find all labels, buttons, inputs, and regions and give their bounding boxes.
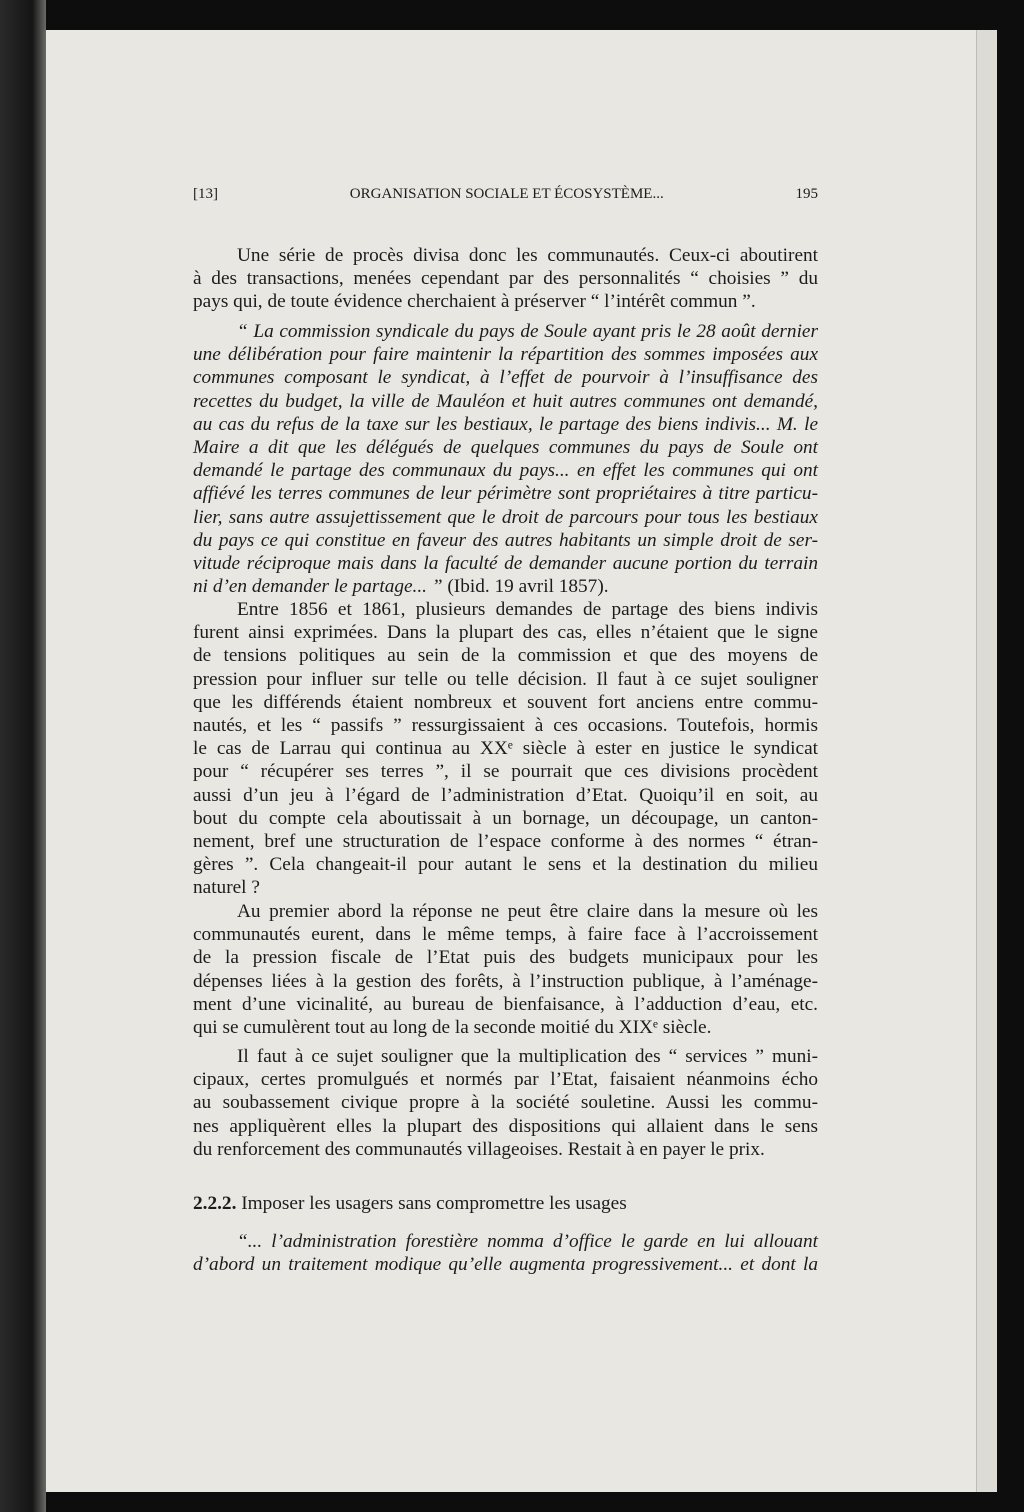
text-line: demandé le partage des communaux du pays... en effet les communes qui ont: [193, 460, 818, 482]
text-line: “... l’administration forestière nomma d’office le garde en lui allouant: [237, 1231, 818, 1252]
quote-1-last-line: ni d’en demander le partage... ”: [193, 576, 443, 597]
paragraph-1: [193, 244, 818, 314]
text-line: au cas du refus de la taxe sur les bestiaux, le partage des biens indivis... M. le: [193, 413, 818, 435]
text-line: recettes du budget, la ville de Mauléon et huit autres communes ont demandé,: [193, 390, 818, 412]
text-line: affiévé les terres communes de leur périmètre sont propriétaires à titre particu-: [193, 483, 818, 505]
text-line: que les différends étaient nombreux et souvent fort anciens entre commu-: [193, 691, 818, 713]
text-line: pour “ récupérer ses terres ”, il se pourrait que ces divisions procèdent: [193, 761, 818, 783]
text-line: Une série de procès divisa donc les communautés. Ceux-ci aboutirent: [237, 245, 818, 266]
quote-1: [193, 320, 818, 575]
text-line: vitude réciproque mais dans la faculté de demander aucune portion du terrain: [193, 553, 818, 575]
running-title: ORGANISATION SOCIALE ET ÉCOSYSTÈME...: [349, 186, 664, 202]
section-ref: [13]: [193, 186, 218, 202]
text-line: communautés eurent, dans le même temps, à faire face à l’accroissement: [193, 924, 818, 946]
text-line: du renforcement des communautés villageoises. Restait à en payer le prix.: [193, 1138, 765, 1160]
section-number: 2.2.2.: [193, 1193, 237, 1214]
text-line: du pays ce qui constitue en faveur des autres habitants un simple droit de ser-: [193, 529, 818, 551]
text-line: pression pour influer sur telle ou telle décision. Il faut à ce sujet souligner: [193, 668, 818, 690]
text-line: lier, sans autre assujettissement que le droit de parcours pour tous les bestiaux: [193, 506, 818, 528]
page-edge: [976, 30, 985, 1492]
text-line: naturel ?: [193, 877, 260, 899]
running-header: [193, 186, 818, 203]
text-line: Maire a dit que les délégués de quelques communes du pays de Soule ont: [193, 437, 818, 459]
text-line: Il faut à ce sujet souligner que la multiplication des “ services ” muni-: [237, 1046, 818, 1067]
quote-1-end: [193, 575, 818, 598]
paragraph-3: [193, 900, 818, 1039]
text-line: ment d’une vicinalité, au bureau de bienfaisance, à l’adduction d’eau, etc.: [193, 993, 818, 1015]
text-line: qui se cumulèrent tout au long de la seconde moitié du XIXᵉ siècle.: [193, 1017, 712, 1039]
section-title: Imposer les usagers sans compromettre les usages: [241, 1193, 627, 1214]
text-line: de tensions politiques au sein de la commission et que des moyens de: [193, 645, 818, 667]
text-line: dépenses liées à la gestion des forêts, à l’instruction publique, à l’aménage-: [193, 970, 818, 992]
text-line: le cas de Larrau qui continua au XXᵉ siècle à ester en justice le syndicat: [193, 738, 818, 760]
text-line: au soubassement civique propre à la société souletine. Aussi les commu-: [193, 1092, 818, 1114]
text-line: Entre 1856 et 1861, plusieurs demandes de partage des biens indivis: [237, 599, 818, 620]
text-line: gères ”. Cela changeait-il pour autant le sens et la destination du milieu: [193, 854, 818, 876]
book-spine: [0, 0, 46, 1512]
text-line: furent ainsi exprimées. Dans la plupart des cas, elles n’étaient que le signe: [193, 622, 818, 644]
text-line: nement, bref une structuration de l’espace conforme à des normes “ étran-: [193, 831, 818, 853]
text-line: une délibération pour faire maintenir la répartition des sommes imposées aux: [193, 344, 818, 366]
text-line: d’abord un traitement modique qu’elle augmenta progressivement... et dont la: [193, 1254, 818, 1276]
text-line: de la pression fiscale de l’Etat puis des budgets municipaux pour les: [193, 947, 818, 969]
text-line: bout du compte cela aboutissait à un bornage, un découpage, un canton-: [193, 807, 818, 829]
section-heading: [193, 1193, 627, 1215]
paragraph-2: [193, 598, 818, 900]
paragraph-4: [193, 1045, 818, 1161]
quote-2: [193, 1230, 818, 1276]
page-number: 195: [795, 186, 818, 202]
text-line: cipaux, certes promulgués et normés par l’Etat, faisaient néanmoins écho: [193, 1069, 818, 1091]
text-line: nautés, et les “ passifs ” ressurgissaient à ces occasions. Toutefois, hormis: [193, 715, 818, 737]
text-line: pays qui, de toute évidence cherchaient à préserver “ l’intérêt commun ”.: [193, 291, 756, 313]
text-line: aussi d’un jeu à l’égard de l’administration d’Etat. Quoiqu’il en soit, au: [193, 784, 818, 806]
text-line: communes composant le syndicat, à l’effet de pourvoir à l’insuffisance des: [193, 367, 818, 389]
text-line: Au premier abord la réponse ne peut être claire dans la mesure où les: [237, 901, 818, 922]
text-line: à des transactions, menées cependant par des personnalités “ choisies ” du: [193, 268, 818, 290]
text-line: “ La commission syndicale du pays de Soule ayant pris le 28 août dernier: [237, 321, 818, 342]
text-line: nes appliquèrent elles la plupart des dispositions qui allaient dans le sens: [193, 1115, 818, 1137]
quote-citation: (Ibid. 19 avril 1857).: [447, 576, 609, 597]
